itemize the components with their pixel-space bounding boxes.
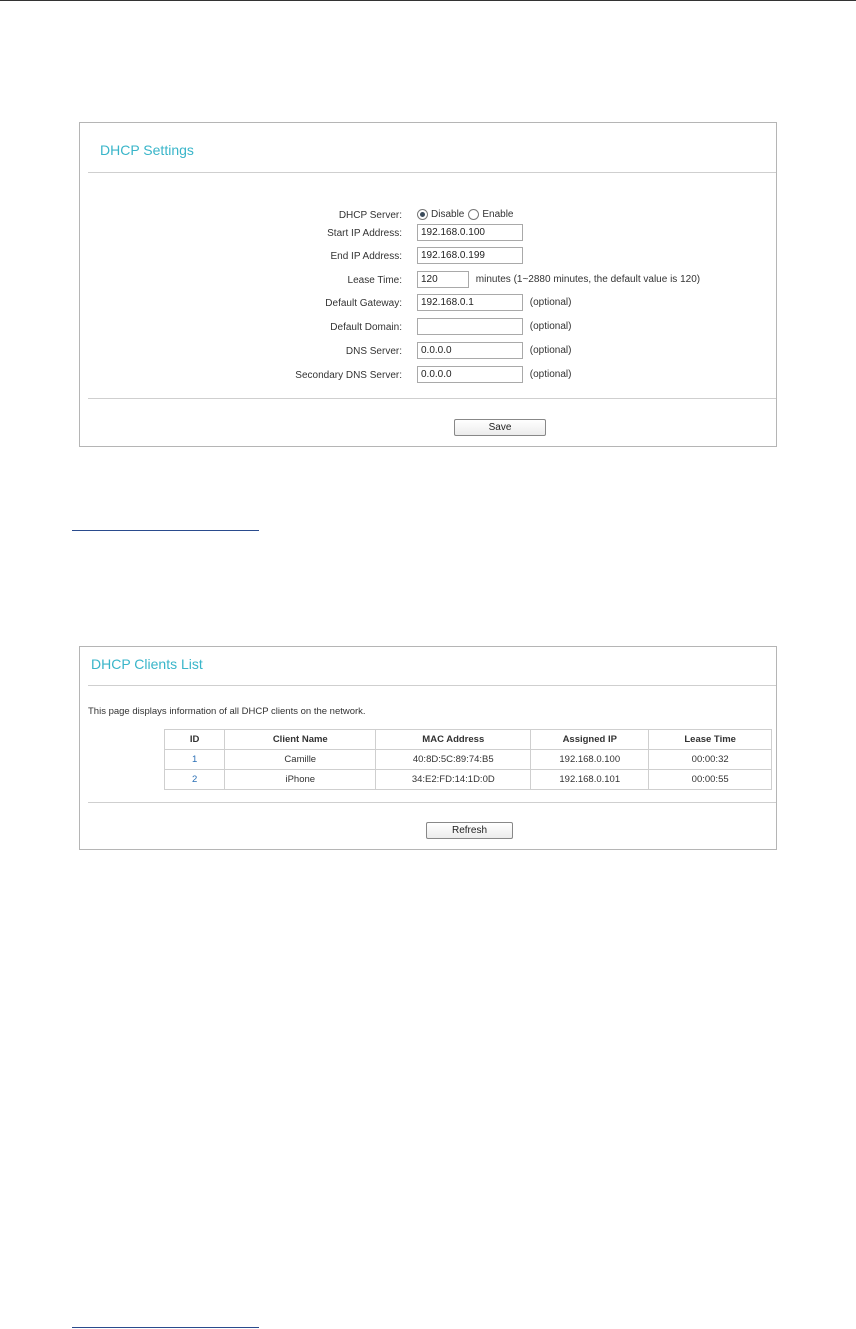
note-underline-top	[72, 530, 259, 531]
footer-divider	[88, 398, 776, 399]
dhcp-clients-table	[164, 729, 772, 790]
default-gateway-label: Default Gateway:	[325, 298, 402, 309]
table-row	[165, 770, 772, 790]
dns-server-input[interactable]	[417, 342, 523, 359]
dhcp-disable-radio[interactable]	[417, 209, 428, 220]
save-button[interactable]: Save	[454, 419, 546, 436]
end-ip-input[interactable]	[417, 247, 523, 264]
dns-server-hint: (optional)	[529, 345, 572, 356]
dhcp-clients-title: DHCP Clients List	[91, 656, 203, 672]
default-domain-input[interactable]	[417, 318, 523, 335]
default-domain-label: Default Domain:	[330, 322, 402, 333]
table-header-row	[165, 730, 772, 750]
start-ip-row	[80, 224, 776, 244]
note-underline-bottom	[72, 1327, 259, 1328]
dhcp-clients-panel	[79, 646, 777, 850]
end-ip-row	[80, 247, 776, 267]
client-mac: 40:8D:5C:89:74:B5	[376, 750, 531, 770]
default-gateway-row	[80, 294, 776, 314]
default-domain-hint: (optional)	[529, 321, 572, 332]
dhcp-settings-title: DHCP Settings	[100, 142, 194, 158]
dhcp-enable-radio[interactable]	[468, 209, 479, 220]
dns-server-row	[80, 342, 776, 362]
client-name: Camille	[225, 750, 376, 770]
column-header-assigned-ip: Assigned IP	[531, 730, 649, 750]
column-header-lease-time: Lease Time	[649, 730, 772, 750]
table-row	[165, 750, 772, 770]
dhcp-server-row	[80, 206, 776, 226]
client-ip: 192.168.0.100	[531, 750, 649, 770]
dns-server-label: DNS Server:	[345, 346, 402, 357]
refresh-button[interactable]: Refresh	[426, 822, 513, 839]
column-header-client-name: Client Name	[225, 730, 376, 750]
client-lease: 00:00:55	[649, 770, 772, 790]
column-header-id: ID	[165, 730, 225, 750]
secondary-dns-label: Secondary DNS Server:	[295, 370, 402, 381]
dhcp-server-radio-group	[417, 209, 518, 220]
header-divider	[88, 172, 776, 173]
default-gateway-hint: (optional)	[529, 297, 572, 308]
client-ip: 192.168.0.101	[531, 770, 649, 790]
client-id: 2	[165, 770, 225, 790]
client-id: 1	[165, 750, 225, 770]
column-header-mac-address: MAC Address	[376, 730, 531, 750]
lease-time-label: Lease Time:	[347, 275, 402, 286]
secondary-dns-row	[80, 366, 776, 386]
start-ip-input[interactable]	[417, 224, 523, 241]
client-lease: 00:00:32	[649, 750, 772, 770]
page-top-rule	[0, 0, 856, 1]
default-gateway-input[interactable]	[417, 294, 523, 311]
client-name: iPhone	[225, 770, 376, 790]
end-ip-label: End IP Address:	[330, 251, 402, 262]
start-ip-label: Start IP Address:	[327, 228, 402, 239]
lease-time-row	[80, 271, 776, 291]
secondary-dns-hint: (optional)	[529, 369, 572, 380]
dhcp-settings-panel	[79, 122, 777, 447]
lease-time-hint: minutes (1~2880 minutes, the default value is 120)	[475, 274, 701, 285]
clients-description: This page displays information of all DHCP clients on the network.	[88, 706, 366, 717]
clients-header-divider	[88, 685, 776, 686]
clients-footer-divider	[88, 802, 776, 803]
secondary-dns-input[interactable]	[417, 366, 523, 383]
default-domain-row	[80, 318, 776, 338]
dhcp-enable-label[interactable]: Enable	[482, 209, 514, 220]
lease-time-input[interactable]	[417, 271, 469, 288]
dhcp-disable-label[interactable]: Disable	[431, 209, 465, 220]
dhcp-server-label: DHCP Server:	[338, 210, 402, 221]
client-mac: 34:E2:FD:14:1D:0D	[376, 770, 531, 790]
